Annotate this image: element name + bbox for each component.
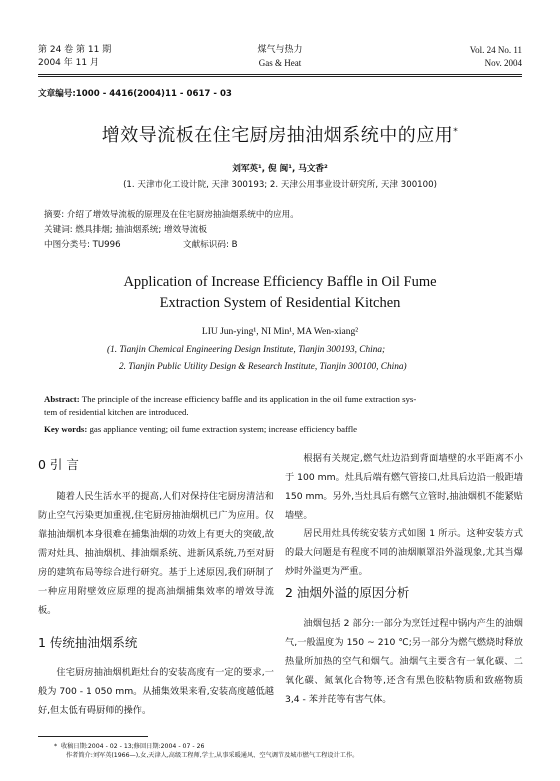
authors-en: LIU Jun-ying¹, NI Min¹, MA Wen-xiang² (201, 327, 359, 337)
title-cn-block (0, 121, 560, 147)
header-rule (38, 74, 522, 75)
authors-cn: 刘军英¹, 倪 闽¹, 马文香² (232, 164, 328, 174)
volume-issue-cn: 第 24 卷 第 11 期 (38, 45, 112, 55)
right-paragraph-2: 居民用灶具传统安装方式如图 1 所示。这种安装方式的最大问题是有程度不同的油烟顺罩沿外溢现象,尤其当爆炒时外溢更为严重。 (285, 528, 523, 577)
affiliation-en-line2: 2. Tianjin Public Utility Design & Research Institute, Tianjin 300100, China) (119, 362, 407, 372)
section-0-body: 随着人民生活水平的提高,人们对保持住宅厨房清洁和防止空气污染更加重视,住宅厨房抽油烟机已广为应用。仅靠抽油烟机本身很难在捕集油烟的功效上有更大的突破,故需对灶具、抽油烟机、排油烟系统、进新风系统,乃至对厨房的建筑布局等综合进行研究。基于上述原因,我们研制了一种应用附壁效应原理的提高油烟捕集效率的增效导流板。 (38, 491, 274, 616)
abstract-en-text-1: The principle of the increase efficiency baffle and its application in the oil fume extraction sys- (79, 394, 417, 404)
journal-name-cn: 煤气与热力 (257, 45, 303, 55)
footnote (54, 742, 524, 760)
issue-info (38, 44, 111, 70)
keywords-en-label: Key words: (44, 424, 88, 434)
section-2-heading: 2 油烟外溢的原因分析 (285, 585, 410, 600)
date-cn: 2004 年 11 月 (38, 58, 99, 68)
journal-name (210, 44, 350, 70)
footnote-mark: * (54, 743, 58, 750)
journal-name-en: Gas & Heat (258, 58, 302, 68)
title-cn: 增效导流板在住宅厨房抽油烟系统中的应用 (101, 125, 454, 146)
footnote-received-text: 收稿日期:2004 - 02 - 13;修回日期:2004 - 07 - 26 (61, 743, 205, 750)
keywords-en (44, 423, 524, 436)
right-paragraph-3: 油烟包括 2 部分:一部分为烹饪过程中锅内产生的油烟气,一般温度为 150 ~ 210 ℃;另一部分为燃气燃烧时释放热量所加热的空气和烟气。油烟气主要含有一氧化碳、二氧化碳、氮氧化合物等,还含有黑色胶粘物质和致癌物质 3,4 - 苯并芘等有害气体。 (285, 618, 523, 705)
section-1-heading: 1 传统抽油烟系统 (38, 635, 138, 650)
clc-number: 中图分类号: TU996 (44, 240, 121, 250)
footnote-received (54, 742, 524, 751)
keywords-en-text: gas appliance venting; oil fume extraction system; increase efficiency baffle (87, 424, 358, 434)
affiliation-cn: (1. 天津市化工设计院, 天津 300193; 2. 天津公用事业设计研究所, 天津 300100) (123, 180, 437, 190)
title-footnote-mark: * (453, 127, 459, 137)
section-1-body: 住宅厨房抽油烟机距灶台的安装高度有一定的要求,一般为 700 - 1 050 mm。从捕集效果来看,安装高度越低越好,但太低有碍厨师的操作。 (38, 667, 274, 716)
volume-issue-en: Vol. 24 No. 11 (469, 45, 522, 55)
title-en-line2: Extraction System of Residential Kitchen (159, 295, 401, 311)
article-number: 文章编号:1000 - 4416(2004)11 - 0617 - 03 (38, 89, 232, 99)
issue-info-en (470, 44, 522, 70)
abstract-en (44, 393, 524, 419)
section-0-heading: 0 引 言 (38, 457, 79, 472)
header-rule-2 (38, 76, 522, 77)
affiliation-en-line1: (1. Tianjin Chemical Engineering Design Institute, Tianjin 300193, China; (107, 345, 386, 355)
right-paragraph-1: 根据有关规定,燃气灶边沿到背面墙壁的水平距离不小于 100 mm。灶具后端有燃气管接口,灶具后边沿一般距墙 150 mm。另外,当灶具后有燃气立管时,抽油烟机不能紧贴墙壁。 (285, 453, 523, 521)
abstract-en-label: Abstract: (44, 394, 80, 404)
footnote-rule (38, 736, 148, 737)
document-code: 文献标识码: B (183, 240, 238, 250)
title-en-line1: Application of Increase Efficiency Baffle in Oil Fume (123, 274, 437, 290)
date-en: Nov. 2004 (484, 58, 522, 68)
abstract-cn: 摘要: 介绍了增效导流板的原理及在住宅厨房抽油烟系统中的应用。 (44, 210, 299, 220)
keywords-cn: 关键词: 燃具排烟; 抽油烟系统; 增效导流板 (44, 225, 207, 235)
footnote-author-bio: 作者简介:刘军英(1966—),女,天津人,高级工程师,学士,从事采暖通风、空气调节及城市燃气工程设计工作。 (66, 752, 359, 759)
abstract-en-text-2: tem of residential kitchen are introduced. (44, 407, 189, 417)
